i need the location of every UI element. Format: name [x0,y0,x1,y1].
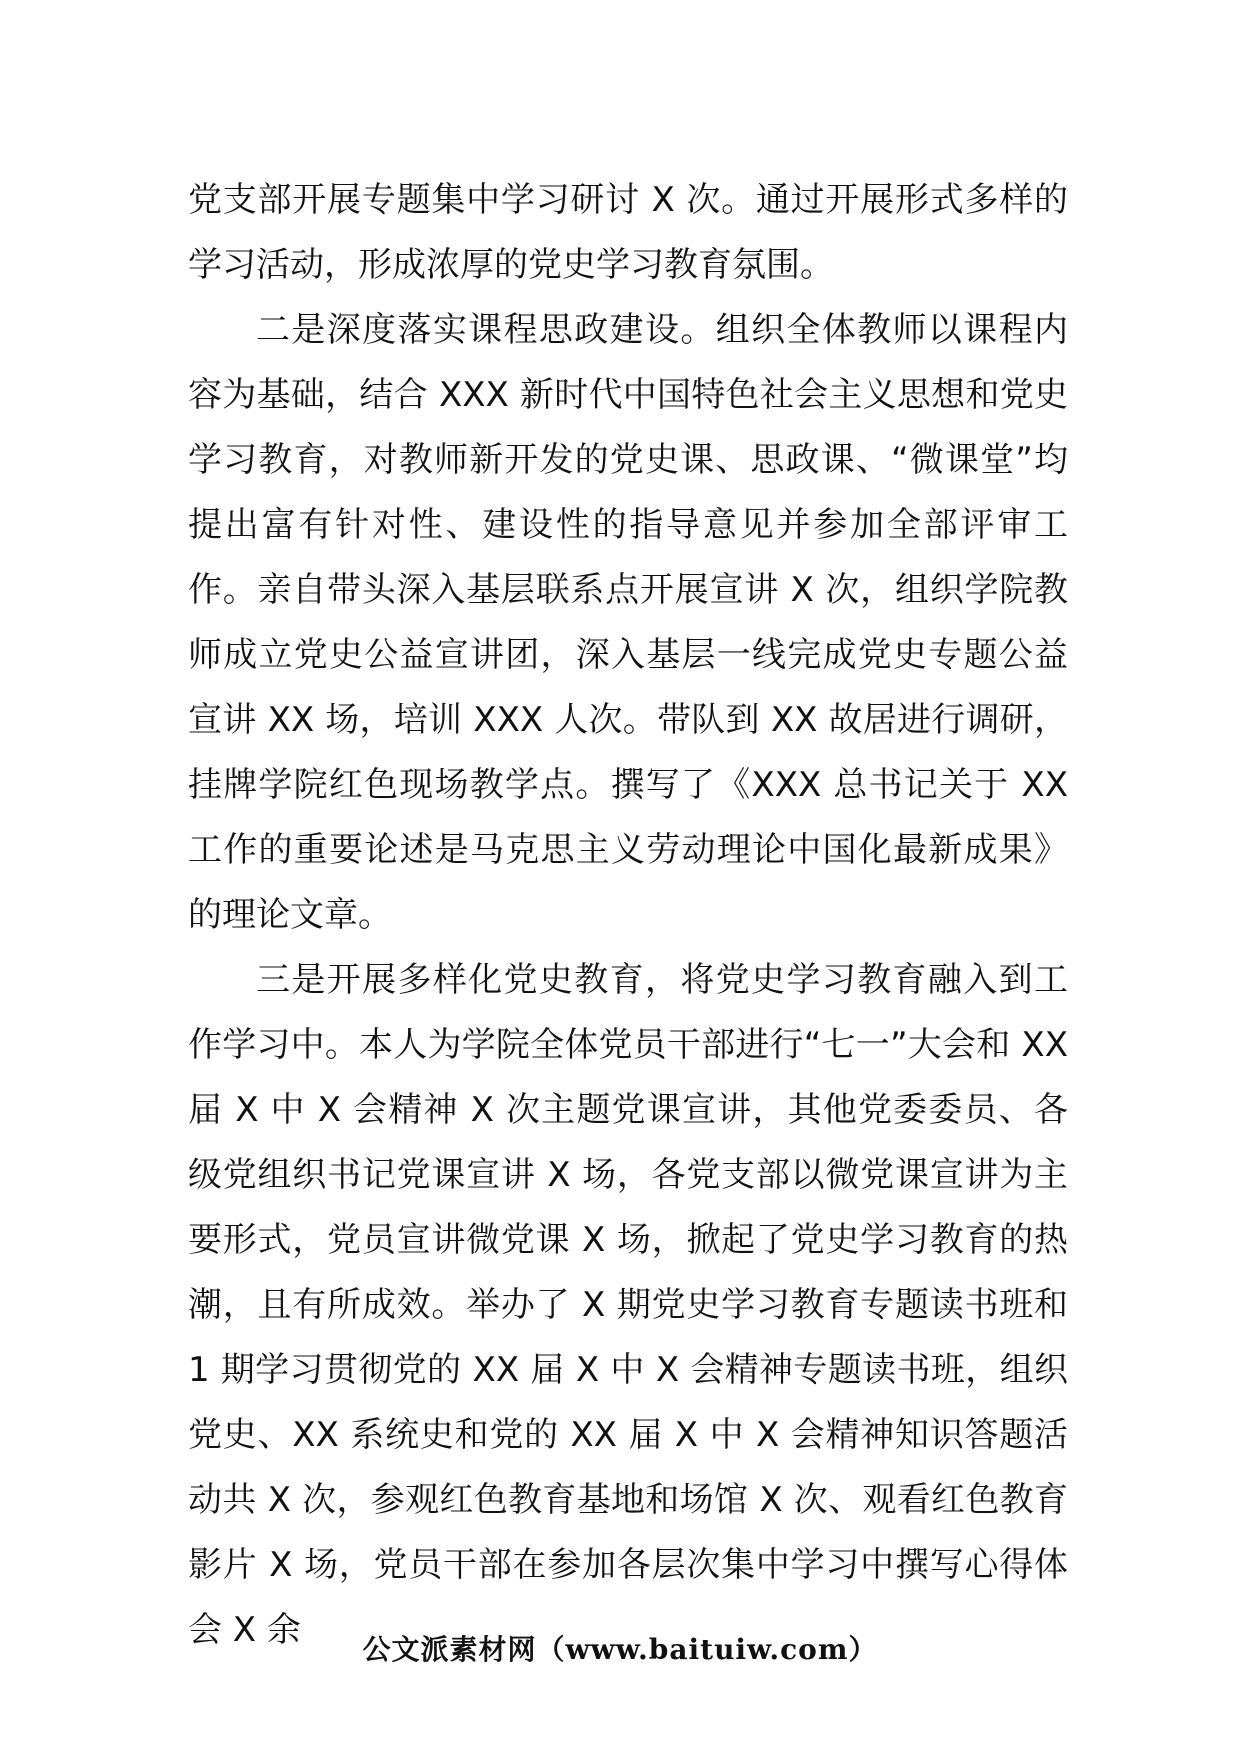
paragraph-continuation: 党支部开展专题集中学习研讨 X 次。通过开展形式多样的学习活动，形成浓厚的党史学习教育氛围。 [188,180,1068,285]
footer-watermark-text: 公文派素材网（www.baituiw.com） [362,1633,878,1666]
document-body [188,168,1068,1663]
paragraph-course-ideology: 二是深度落实课程思政建设。组织全体教师以课程内容为基础，结合 XXX 新时代中国特色社会主义思想和党史学习教育，对教师新开发的党史课、思政课、“微课堂”均提出富有针对性、建设性的指导意见并参加全部评审工作。亲自带头深入基层联系点开展宣讲 X 次，组织学院教师成立党史公益宣讲团，深入基层一线完成党史专题公益宣讲 XX 场，培训 XXX 人次。带队到 XX 故居进行调研，挂牌学院红色现场教学点。撰写了《XXX 总书记关于 XX 工作的重要论述是马克思主义劳动理论中国化最新成果》的理论文章。 [188,310,1068,935]
paragraph-party-history-education: 三是开展多样化党史教育，将党史学习教育融入到工作学习中。本人为学院全体党员干部进行“七一”大会和 XX 届 X 中 X 会精神 X 次主题党课宣讲，其他党委委员、各级党组织书记党课宣讲 X 场，各党支部以微党课宣讲为主要形式，党员宣讲微党课 X 场，掀起了党史学习教育的热潮，且有所成效。举办了 X 期党史学习教育专题读书班和 1 期学习贯彻党的 XX 届 X 中 X 会精神专题读书班，组织党史、XX 系统史和党的 XX 届 X 中 X 会精神知识答题活动共 X 次，参观红色教育基地和场馆 X 次、观看红色教育影片 X 场，党员干部在参加各层次集中学习中撰写心得体会 X 余 [188,960,1068,1650]
